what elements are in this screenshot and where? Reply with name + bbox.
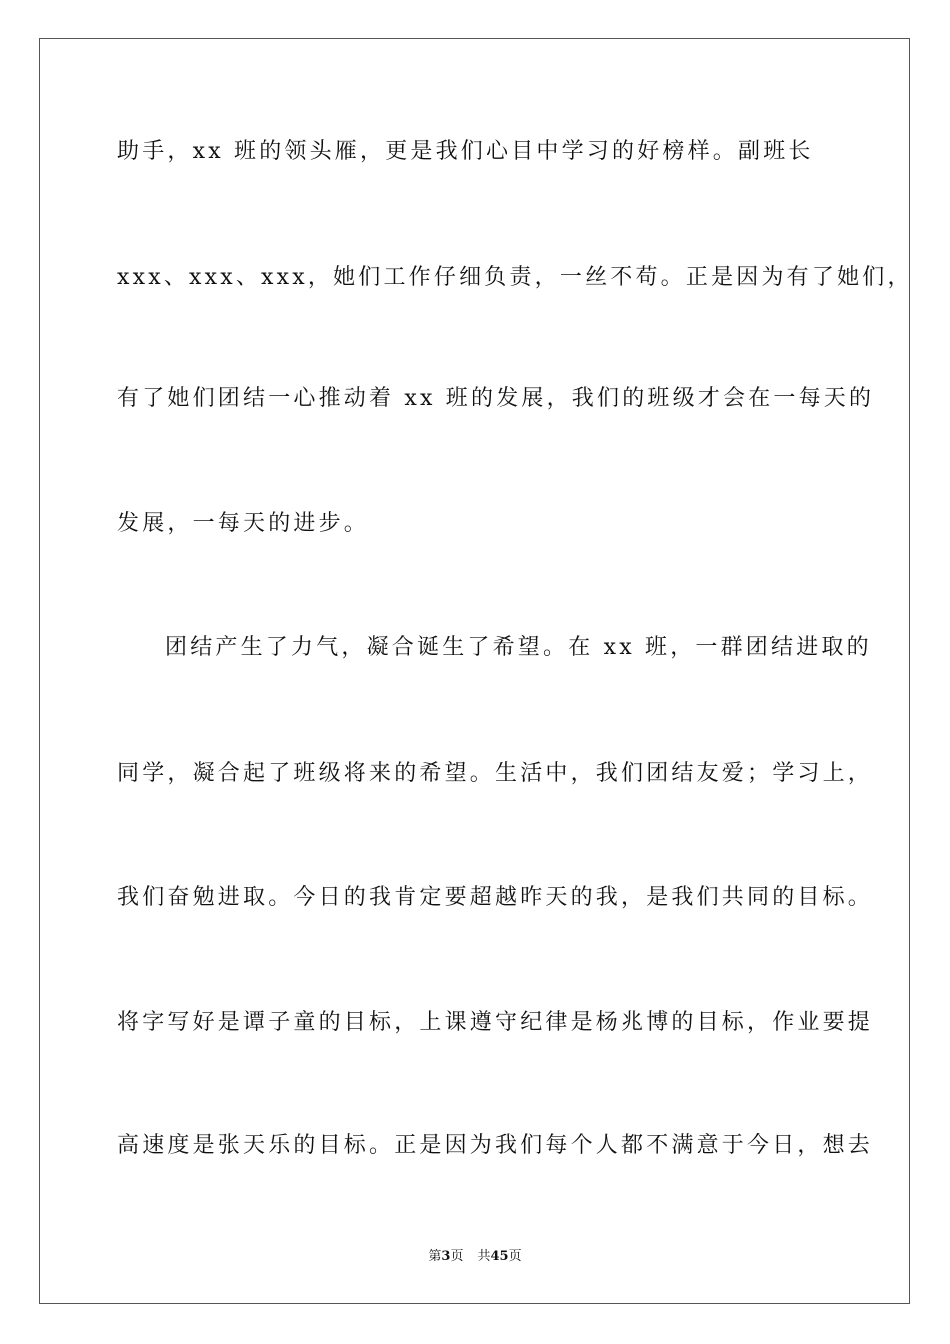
page-number: 3 [441,1249,451,1264]
total-suffix: 页 [508,1249,522,1264]
total-pages: 45 [490,1249,509,1264]
text-line-2: xxx、xxx、xxx，她们工作仔细负责，一丝不苟。正是因为有了她们， [117,265,913,290]
text-line-8: 将字写好是谭子童的目标，上课遵守纪律是杨兆博的目标，作业要提 [117,1010,874,1035]
page-footer [0,1248,950,1266]
text-line-6: 同学，凝合起了班级将来的希望。生活中，我们团结友爱；学习上， [117,761,874,786]
page-suffix: 页 [450,1249,464,1264]
text-line-9: 高速度是张天乐的目标。正是因为我们每个人都不满意于今日，想去 [117,1133,874,1158]
text-line-3: 有了她们团结一心推动着 xx 班的发展，我们的班级才会在一每天的 [117,386,875,411]
text-line-1: 助手，xx 班的领头雁，更是我们心目中学习的好榜样。副班长 [117,139,814,164]
page-border [39,38,913,1304]
text-line-7: 我们奋勉进取。今日的我肯定要超越昨天的我，是我们共同的目标。 [117,885,874,910]
total-prefix: 共 [477,1249,491,1264]
text-line-5: 团结产生了力气，凝合诞生了希望。在 xx 班，一群团结进取的 [165,635,872,660]
text-line-4: 发展，一每天的进步。 [117,511,370,536]
page-prefix: 第 [428,1249,442,1264]
